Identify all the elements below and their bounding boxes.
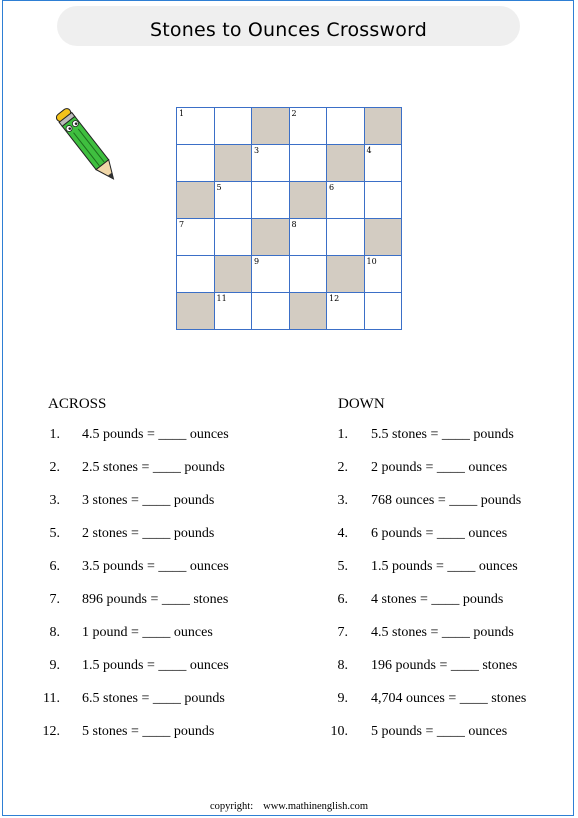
across-clue-text: 1.5 pounds = ____ ounces [82, 658, 229, 673]
clue-number: 5 [216, 183, 222, 192]
grid-cell[interactable] [364, 292, 403, 330]
grid-cell-shaded [289, 292, 328, 330]
across-clue-text: 2.5 stones = ____ pounds [82, 460, 225, 475]
across-clue-text: 6.5 stones = ____ pounds [82, 691, 225, 706]
grid-cell[interactable] [176, 144, 215, 182]
grid-cell[interactable] [176, 107, 215, 145]
clue-number: 12 [329, 294, 340, 303]
down-clue-text: 6 pounds = ____ ounces [371, 526, 508, 541]
down-clue-number: 8. [337, 658, 348, 673]
grid-cell[interactable] [251, 181, 290, 219]
grid-cell[interactable] [214, 218, 253, 256]
down-clue-text: 5 pounds = ____ ounces [371, 724, 508, 739]
grid-cell[interactable] [251, 292, 290, 330]
grid-cell-shaded [214, 144, 253, 182]
grid-cell[interactable] [326, 181, 365, 219]
grid-cell-shaded [364, 107, 403, 145]
grid-cell[interactable] [251, 255, 290, 293]
clue-number: 1 [179, 109, 185, 118]
grid-cell[interactable] [176, 255, 215, 293]
grid-cell-shaded [326, 255, 365, 293]
grid-cell[interactable] [251, 144, 290, 182]
website-url: www.mathinenglish.com [263, 801, 369, 812]
grid-cell[interactable] [289, 144, 328, 182]
grid-cell-shaded [326, 144, 365, 182]
across-clue-text: 1 pound = ____ ounces [82, 625, 213, 640]
clue-number: 2 [291, 109, 297, 118]
grid-cell-shaded [176, 292, 215, 330]
down-clue-number: 7. [337, 625, 348, 640]
grid-cell-shaded [251, 218, 290, 256]
grid-cell[interactable] [289, 255, 328, 293]
crossword-grid [176, 107, 401, 329]
down-clue-number: 10. [330, 724, 348, 739]
grid-cell-shaded [251, 107, 290, 145]
across-clue-number: 6. [49, 559, 60, 574]
clue-number: 7 [179, 220, 185, 229]
across-clue-number: 1. [49, 427, 60, 442]
clue-number: 6 [329, 183, 335, 192]
grid-cell-shaded [289, 181, 328, 219]
title-banner [57, 6, 520, 46]
grid-cell[interactable] [326, 292, 365, 330]
grid-cell[interactable] [326, 218, 365, 256]
pencil-icon [52, 95, 122, 195]
grid-cell[interactable] [364, 144, 403, 182]
down-clue-number: 3. [337, 493, 348, 508]
down-clue-text: 4,704 ounces = ____ stones [371, 691, 527, 706]
grid-cell[interactable] [289, 218, 328, 256]
grid-cell[interactable] [364, 181, 403, 219]
down-clue-text: 2 pounds = ____ ounces [371, 460, 508, 475]
down-clue-number: 1. [337, 427, 348, 442]
grid-cell[interactable] [326, 107, 365, 145]
grid-cell-shaded [176, 181, 215, 219]
across-clue-number: 5. [49, 526, 60, 541]
across-clue-number: 11. [43, 691, 60, 706]
clue-number: 8 [291, 220, 297, 229]
across-clue-number: 8. [49, 625, 60, 640]
down-clue-text: 4 stones = ____ pounds [371, 592, 504, 607]
across-clue-number: 12. [42, 724, 60, 739]
across-clue-number: 9. [49, 658, 60, 673]
clue-number: 9 [254, 257, 260, 266]
down-clue-text: 1.5 pounds = ____ ounces [371, 559, 518, 574]
down-clue-number: 6. [337, 592, 348, 607]
clue-number: 11 [216, 294, 227, 303]
page-title: Stones to Ounces Crossword [149, 19, 428, 41]
across-clue-text: 3 stones = ____ pounds [82, 493, 215, 508]
across-clue-text: 4.5 pounds = ____ ounces [82, 427, 229, 442]
across-clue-number: 3. [49, 493, 60, 508]
grid-cell[interactable] [364, 255, 403, 293]
across-heading: ACROSS [48, 396, 107, 412]
across-clue-number: 2. [49, 460, 60, 475]
down-clue-number: 2. [337, 460, 348, 475]
grid-cell[interactable] [289, 107, 328, 145]
grid-cell[interactable] [214, 292, 253, 330]
grid-cell-shaded [364, 218, 403, 256]
clue-number: 10 [366, 257, 377, 266]
copyright-label: copyright: [209, 801, 254, 812]
down-clue-number: 9. [337, 691, 348, 706]
down-heading: DOWN [338, 396, 385, 412]
grid-cell[interactable] [214, 107, 253, 145]
across-clue-text: 5 stones = ____ pounds [82, 724, 215, 739]
clue-number: 4 [366, 146, 372, 155]
across-clue-text: 2 stones = ____ pounds [82, 526, 215, 541]
down-clue-text: 4.5 stones = ____ pounds [371, 625, 514, 640]
across-clue-text: 3.5 pounds = ____ ounces [82, 559, 229, 574]
clue-number: 3 [254, 146, 260, 155]
down-clue-text: 5.5 stones = ____ pounds [371, 427, 514, 442]
grid-cell-shaded [214, 255, 253, 293]
down-clue-text: 196 pounds = ____ stones [371, 658, 518, 673]
across-clue-number: 7. [49, 592, 60, 607]
down-clue-number: 4. [337, 526, 348, 541]
grid-cell[interactable] [176, 218, 215, 256]
footer [0, 801, 578, 812]
down-clue-number: 5. [337, 559, 348, 574]
across-clue-text: 896 pounds = ____ stones [82, 592, 229, 607]
down-clue-text: 768 ounces = ____ pounds [371, 493, 522, 508]
grid-cell[interactable] [214, 181, 253, 219]
